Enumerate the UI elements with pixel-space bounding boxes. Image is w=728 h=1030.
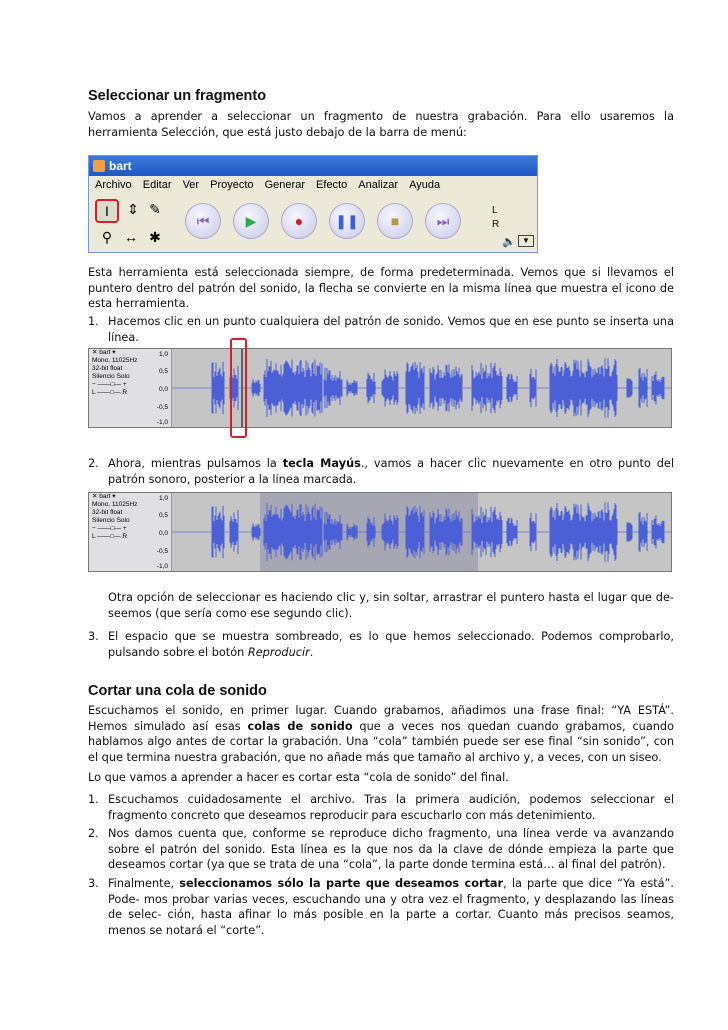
note-drag-selection: Otra opción de seleccionar es haciendo clic y, sin soltar, arrastrar el puntero hasta el lugar que de- seemos (que sería como ese segundo clic). bbox=[108, 591, 674, 620]
scale-label: -1,0 bbox=[156, 419, 168, 426]
paragraph-tail: Escuchamos el sonido, en primer lugar. Cuando grabamos, añadimos una frase final: “YA ESTÁ”. Hemos simulado así esas colas de sonido que a veces nos quedan cuando grabamos, cuando hablamos algo antes de cortar la grabación. Una “cola” también puede ser ese final “sin sonido”, con el que termina nuestra grabación, que no añade más que tamaño al archivo y, a veces, con un siseo. bbox=[88, 704, 674, 764]
menu-analizar[interactable]: Analizar bbox=[358, 179, 399, 191]
level-meter bbox=[484, 197, 536, 253]
gain-slider[interactable]: − ——□— + bbox=[92, 381, 127, 388]
track-panel bbox=[89, 349, 146, 427]
pause-button[interactable]: ❚❚ bbox=[329, 203, 365, 239]
track-buttons bbox=[89, 517, 145, 525]
step-number: 1. bbox=[88, 315, 99, 328]
cut-step-1 bbox=[88, 792, 674, 823]
track-bitdepth: 32-bit float bbox=[92, 509, 123, 516]
waveform-screenshot-1 bbox=[88, 348, 672, 428]
track-panel bbox=[89, 493, 146, 571]
step-number: 2. bbox=[88, 827, 99, 840]
step-text: Nos damos cuenta que, conforme se reproduce dicho fragmento, una línea verde va avanzando sobre el patrón del sonido. Esta línea es la que nos da la clave de dónde empieza la parte que deseamos cortar (ya que se trata de una “cola”, la parte donde termina está… al final del patrón). bbox=[108, 827, 674, 871]
app-icon bbox=[93, 160, 105, 172]
scale-label: 1,0 bbox=[158, 351, 168, 358]
amplitude-scale bbox=[145, 493, 172, 571]
skip-end-button[interactable]: ⏭ bbox=[425, 203, 461, 239]
record-button[interactable]: ● bbox=[281, 203, 317, 239]
envelope-tool-icon[interactable]: ⇕ bbox=[127, 201, 139, 217]
section-title-select: Seleccionar un fragmento bbox=[88, 88, 267, 104]
menu-archivo[interactable]: Archivo bbox=[95, 179, 132, 191]
stop-button[interactable]: ■ bbox=[377, 203, 413, 239]
cut-step-2 bbox=[88, 826, 674, 873]
volume-icon: 🔈 bbox=[502, 236, 516, 248]
menu-efecto[interactable]: Efecto bbox=[316, 179, 348, 191]
waveform-track[interactable] bbox=[172, 493, 671, 571]
menu-bar bbox=[89, 176, 537, 194]
track-name: ✕ bart ▾ bbox=[92, 349, 116, 356]
timeshift-tool-icon[interactable]: ↔ bbox=[124, 229, 138, 245]
window-title: bart bbox=[109, 159, 132, 173]
menu-ver[interactable]: Ver bbox=[182, 179, 200, 191]
track-name: ✕ bart ▾ bbox=[92, 493, 116, 500]
gain-slider[interactable]: − ——□— + bbox=[92, 525, 127, 532]
scale-label: 0,0 bbox=[158, 530, 168, 537]
track-buttons bbox=[89, 373, 145, 381]
play-button[interactable]: ▶ bbox=[233, 203, 269, 239]
step-number: 2. bbox=[88, 457, 99, 470]
solo-button[interactable]: Solo bbox=[116, 373, 130, 380]
tools-palette bbox=[93, 197, 159, 251]
pan-slider[interactable]: L ——□— R bbox=[92, 389, 128, 396]
silence-button[interactable]: Silencio bbox=[92, 517, 115, 524]
step-text: El espacio que se muestra sombreado, es lo que hemos seleccionado. Podemos comprobarlo, pulsando sobre el botón Reproducir. bbox=[108, 630, 674, 659]
step-number: 3. bbox=[88, 877, 99, 890]
silence-button[interactable]: Silencio bbox=[92, 373, 115, 380]
step-text: Escuchamos cuidadosamente el archivo. Tras la primera audición, podemos seleccionar el fragmento concreto que deseamos reproducir para escucharlo con más detenimiento. bbox=[108, 793, 674, 822]
menu-ayuda[interactable]: Ayuda bbox=[409, 179, 441, 191]
step-1 bbox=[88, 314, 674, 345]
track-format: Mono, 11025Hz bbox=[92, 357, 138, 364]
cursor-highlight-box bbox=[230, 338, 247, 438]
track-format: Mono, 11025Hz bbox=[92, 501, 138, 508]
solo-button[interactable]: Solo bbox=[116, 517, 130, 524]
intro-paragraph: Vamos a aprender a seleccionar un fragmento de nuestra grabación. Para ello usaremos la herramienta Selección, que está justo debajo de la barra de menú: bbox=[88, 110, 674, 139]
dropdown-icon[interactable]: ▼ bbox=[518, 235, 534, 247]
waveform-screenshot-2 bbox=[88, 492, 672, 572]
selection-tool-icon[interactable]: I bbox=[97, 201, 117, 221]
waveform-svg bbox=[172, 493, 671, 571]
paragraph-goal: Lo que vamos a aprender a hacer es cortar esta “cola de sonido” del final. bbox=[88, 771, 509, 784]
track-bitdepth: 32-bit float bbox=[92, 365, 123, 372]
step-number: 1. bbox=[88, 793, 99, 806]
step-2 bbox=[88, 456, 674, 487]
scale-label: -1,0 bbox=[156, 563, 168, 570]
step-text: Ahora, mientras pulsamos la tecla Mayús., vamos a hacer clic nuevamente en otro punto del patrón sonoro, posterior a la línea marcada. bbox=[108, 457, 674, 486]
scale-label: -0,5 bbox=[156, 548, 168, 555]
menu-editar[interactable]: Editar bbox=[142, 179, 172, 191]
window-titlebar bbox=[89, 156, 537, 176]
section-title-cut: Cortar una cola de sonido bbox=[88, 683, 267, 699]
pan-slider[interactable]: L ——□— R bbox=[92, 533, 128, 540]
step-3 bbox=[88, 629, 674, 660]
scale-label: 1,0 bbox=[158, 495, 168, 502]
meter-right-label: R bbox=[492, 219, 500, 230]
scale-label: -0,5 bbox=[156, 404, 168, 411]
step-number: 3. bbox=[88, 630, 99, 643]
draw-tool-icon[interactable]: ✎ bbox=[149, 201, 161, 217]
menu-generar[interactable]: Generar bbox=[264, 179, 305, 191]
step-text: Finalmente, seleccionamos sólo la parte que deseamos cortar, la parte que dice “Ya está”. Pode- mos probar varias veces, escuchando una y otra vez el fragmento, y desplazando las líneas de selec- ción, hasta afinar lo más posible en la parte a cortar. Cuanto más precisos seamos, menos se notará el “corte”. bbox=[108, 877, 675, 937]
multi-tool-icon[interactable]: ✱ bbox=[149, 229, 161, 245]
skip-start-button[interactable]: ⏮ bbox=[185, 203, 221, 239]
audacity-toolbar-screenshot bbox=[88, 155, 538, 253]
menu-proyecto[interactable]: Proyecto bbox=[210, 179, 254, 191]
zoom-tool-icon[interactable]: ⚲ bbox=[101, 229, 113, 245]
scale-label: 0,5 bbox=[158, 512, 168, 519]
cut-step-3 bbox=[88, 876, 674, 938]
paragraph-tool-default: Esta herramienta está seleccionada siempre, de forma predeterminada. Vemos que si llevamos el puntero dentro del patrón del sonido, la flecha se convierte en la misma línea que muestra el icono de esta herramienta. bbox=[88, 266, 674, 310]
scale-label: 0,0 bbox=[158, 386, 168, 393]
amplitude-scale bbox=[145, 349, 172, 427]
scale-label: 0,5 bbox=[158, 368, 168, 375]
step-text: Hacemos clic en un punto cualquiera del patrón de sonido. Vemos que en ese punto se inserta una línea. bbox=[108, 315, 674, 344]
meter-left-label: L bbox=[492, 205, 498, 216]
